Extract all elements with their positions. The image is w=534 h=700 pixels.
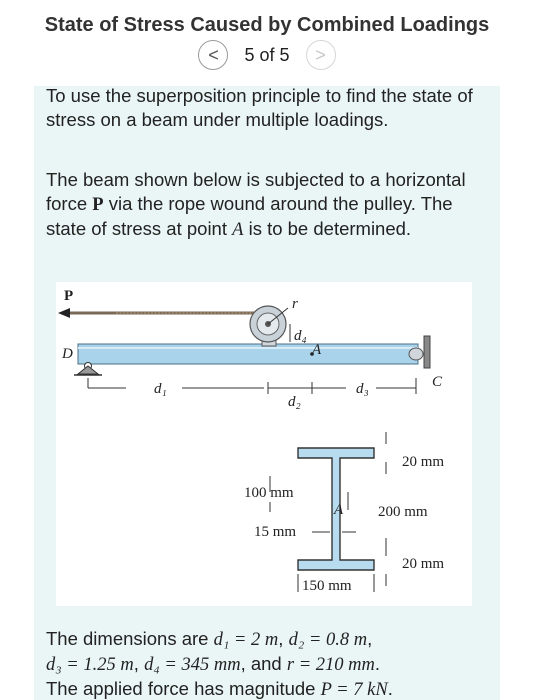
dim-r: r = 210 mm	[286, 655, 375, 675]
label-r: r	[292, 296, 298, 312]
label-d3: d₃	[356, 381, 369, 397]
label-d1: d₁	[154, 381, 167, 397]
next-page-button[interactable]: >	[306, 40, 336, 70]
label-P: P	[64, 288, 74, 304]
page-title: State of Stress Caused by Combined Loadings	[44, 14, 490, 36]
dims-comma-3: ,	[133, 653, 145, 674]
section-top-flange: 20 mm	[402, 454, 445, 470]
section-width: 150 mm	[302, 578, 352, 594]
dims-comma-2: ,	[367, 628, 373, 649]
beam-diagram	[56, 282, 472, 606]
dim-d2: d₂ = 0.8 m	[288, 630, 368, 650]
label-D: D	[62, 346, 73, 362]
roller-support	[409, 348, 423, 360]
intro-text-c: is to be determined.	[243, 218, 412, 239]
dims-intro: The dimensions are	[46, 628, 214, 649]
section-web-height: 200 mm	[378, 504, 428, 520]
dim-d1: d₁ = 2 m	[213, 630, 279, 650]
intro-text	[46, 168, 486, 242]
section-dist-100: 100 mm	[244, 485, 294, 501]
point-symbol: A	[232, 220, 244, 240]
dimensions-text	[46, 627, 486, 700]
dims-end: .	[374, 653, 381, 674]
pin-base	[78, 366, 98, 374]
pager	[0, 40, 534, 70]
dims-comma-1: ,	[278, 628, 289, 649]
dim-d4: d₄ = 345 mm	[144, 655, 241, 675]
force-arrow-head	[58, 308, 70, 318]
label-A: A	[312, 342, 322, 358]
prev-page-button[interactable]: <	[198, 40, 228, 70]
section-web-thickness: 15 mm	[254, 524, 297, 540]
label-d4: d₄	[294, 328, 307, 344]
beam-figure	[56, 282, 472, 606]
header	[0, 0, 534, 86]
label-C: C	[432, 374, 443, 390]
label-d2: d₂	[288, 394, 301, 410]
content-panel	[34, 86, 500, 700]
intro-text-b: via the rope wound around the pulley. The state of stress at point	[46, 193, 453, 239]
dim-d3: d₃ = 1.25 m	[46, 655, 134, 675]
force-intro: The applied force has magnitude	[46, 678, 321, 699]
page-indicator: 5 of 5	[244, 44, 290, 65]
section-label-A: A	[334, 502, 344, 518]
objective-text: To use the superposition principle to find the state of stress on a beam under multiple loadings.	[46, 85, 473, 130]
intro-text-a: The beam shown below is subjected to a horizontal force	[46, 169, 466, 214]
force-value: P = 7 kN	[320, 680, 388, 700]
force-end: .	[387, 678, 393, 699]
wall-C	[424, 336, 430, 368]
dims-and: , and	[240, 653, 287, 674]
force-symbol: P	[92, 195, 104, 215]
section-bottom-flange: 20 mm	[402, 556, 445, 572]
